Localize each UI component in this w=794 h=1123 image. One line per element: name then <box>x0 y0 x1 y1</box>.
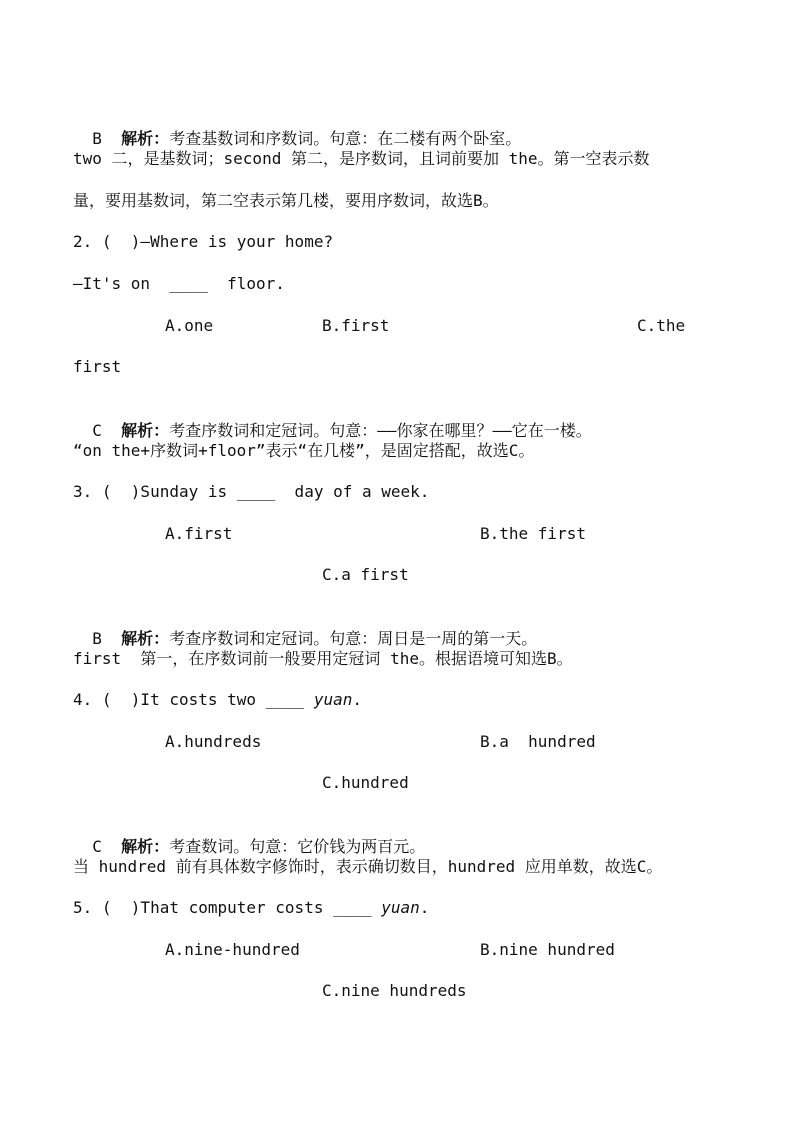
question-2-option-a: A.one <box>165 316 214 335</box>
question-3-option-c: C.a first <box>322 565 409 584</box>
question-4-stem-text: 4. ( )It costs two ____ <box>73 690 314 709</box>
answer-3-detail-1: first 第一，在序数词前一般要用定冠词 the。根据语境可知选B。 <box>73 649 573 668</box>
answer-4-line <box>73 814 425 858</box>
analysis-label: 解析： <box>121 837 170 856</box>
question-5-option-a: A.nine-hundred <box>165 940 300 959</box>
question-2-reply: —It's on ____ floor. <box>73 274 285 293</box>
analysis-label: 解析： <box>121 129 170 148</box>
analysis-text: 考查数词。句意：它价钱为两百元。 <box>169 837 426 856</box>
question-5-stem-italic: yuan <box>381 898 420 917</box>
analysis-text: 考查序数词和定冠词。句意：——你家在哪里？——它在一楼。 <box>169 421 592 440</box>
question-3-option-b: B.the first <box>480 524 586 543</box>
analysis-label: 解析： <box>121 421 170 440</box>
answer-letter: C <box>92 837 102 856</box>
question-5-stem <box>73 897 429 919</box>
answer-1-detail-1: two 二，是基数词；second 第二，是序数词，且词前要加 the。第一空表示数 <box>73 149 650 168</box>
answer-2-detail-1: “on the+序数词+floor”表示“在几楼”，是固定搭配，故选C。 <box>73 441 535 460</box>
question-5-stem-end: . <box>419 898 430 917</box>
analysis-text: 考查序数词和定冠词。句意：周日是一周的第一天。 <box>169 629 538 648</box>
question-3-option-a: A.first <box>165 524 233 543</box>
question-2-option-c-wrap: first <box>73 357 122 376</box>
question-4-stem-italic: yuan <box>313 690 353 709</box>
question-5-stem-text: 5. ( )That computer costs ____ <box>73 898 382 917</box>
answer-1-line <box>73 106 521 150</box>
question-4-stem <box>73 689 362 711</box>
answer-letter: C <box>92 421 102 440</box>
question-4-option-b: B.a hundred <box>480 732 596 751</box>
question-2-stem: 2. ( )—Where is your home? <box>73 232 334 251</box>
answer-letter: B <box>92 129 102 148</box>
question-4-stem-end: . <box>352 690 362 709</box>
answer-4-detail-1: 当 hundred 前有具体数字修饰时，表示确切数目，hundred 应用单数，故选C。 <box>73 857 663 876</box>
analysis-text: 考查基数词和序数词。句意：在二楼有两个卧室。 <box>169 129 522 148</box>
answer-1-detail-2: 量，要用基数词，第二空表示第几楼，要用序数词，故选B。 <box>73 191 499 210</box>
answer-3-line <box>73 606 537 650</box>
question-3-stem: 3. ( )Sunday is ____ day of a week. <box>73 482 430 501</box>
answer-letter: B <box>92 629 102 648</box>
question-5-option-c: C.nine hundreds <box>322 981 467 1000</box>
question-2-option-c: C.the <box>637 316 686 335</box>
question-2-option-b: B.first <box>322 316 390 335</box>
answer-2-line <box>73 398 592 442</box>
analysis-label: 解析： <box>121 629 170 648</box>
question-5-option-b: B.nine hundred <box>480 940 615 959</box>
question-4-option-c: C.hundred <box>322 773 409 792</box>
question-4-option-a: A.hundreds <box>165 732 262 751</box>
